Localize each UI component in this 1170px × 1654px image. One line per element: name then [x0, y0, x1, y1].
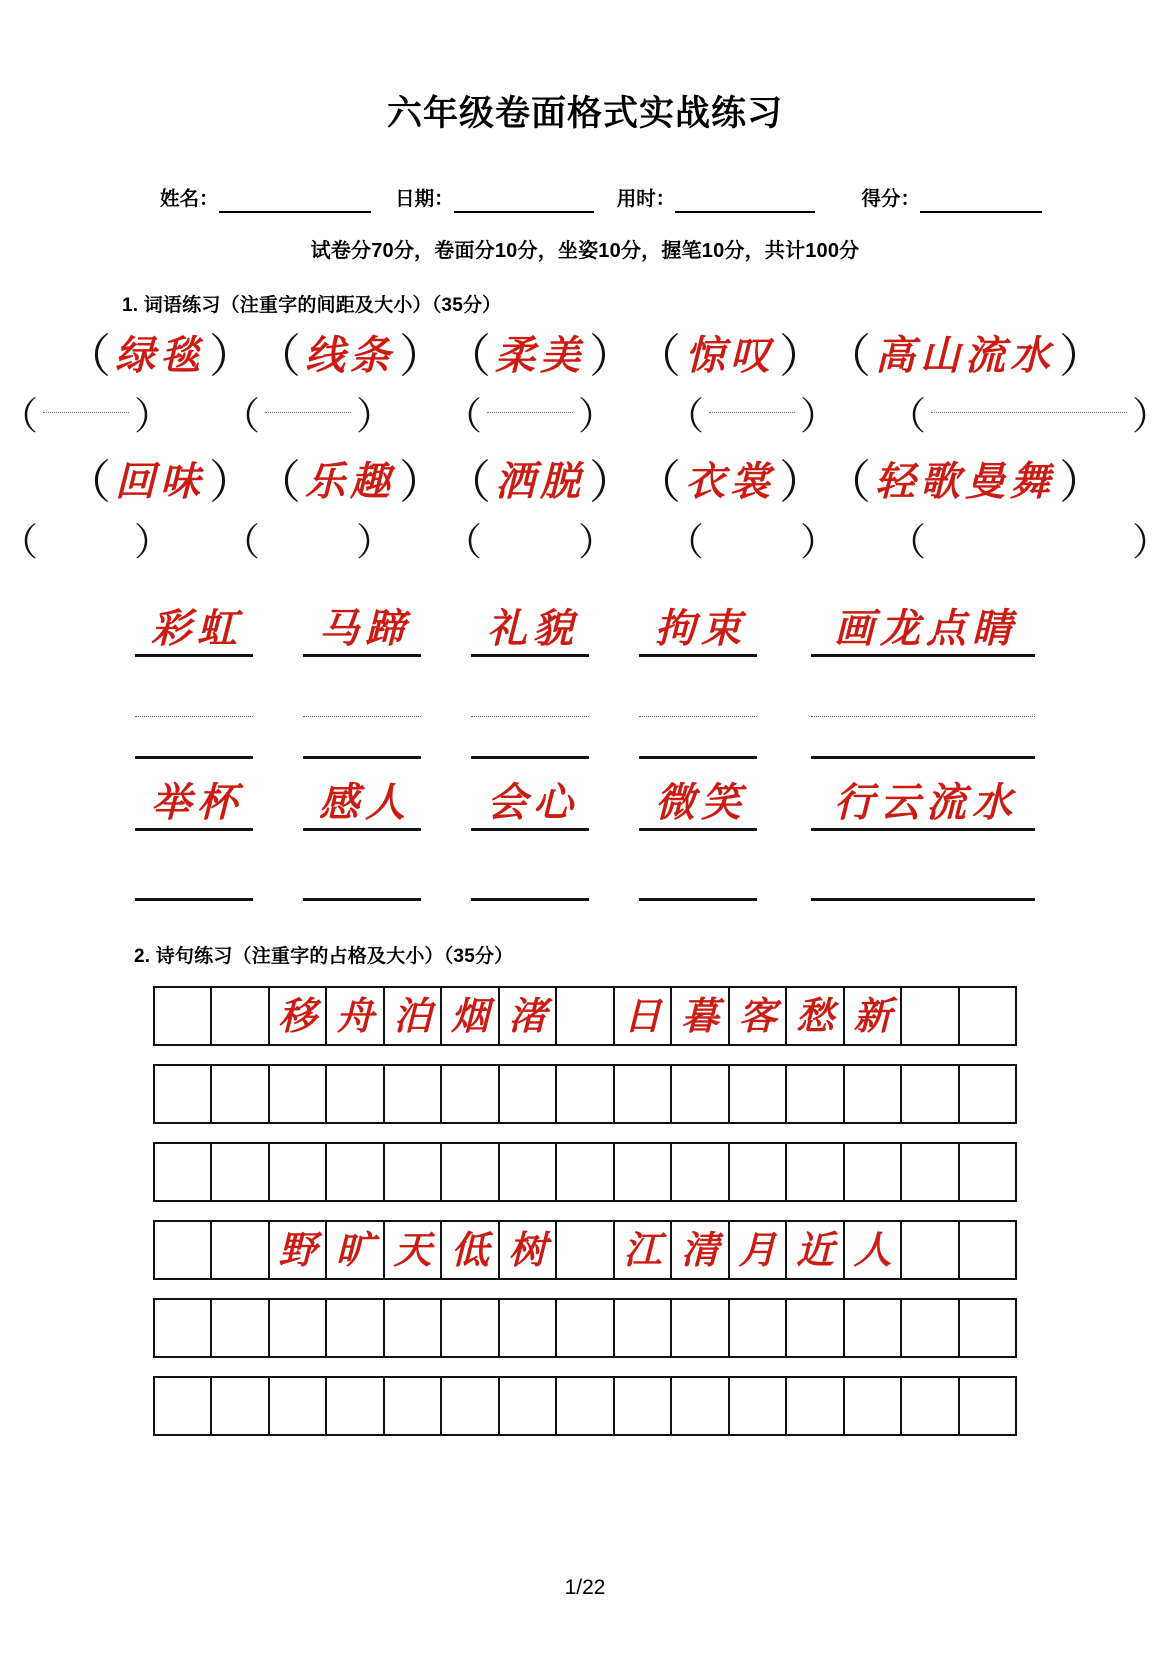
grid-cell-filled: 天 [385, 1222, 443, 1280]
answer-line[interactable] [811, 703, 1035, 759]
word-text: 轻歌曼舞 [875, 458, 1055, 505]
grid-cell-empty[interactable] [212, 1222, 270, 1280]
paren-row-blank-plain [0, 520, 1170, 564]
grid-cell-filled: 舟 [327, 988, 385, 1046]
word-cell [471, 605, 589, 657]
answer-line[interactable] [639, 703, 757, 759]
underline-row-blank-2 [0, 867, 1170, 901]
grid-cell-empty[interactable] [500, 1066, 558, 1124]
grid-cell-empty[interactable] [155, 1300, 213, 1358]
open-paren: （ [443, 394, 482, 438]
close-paren: ） [578, 520, 617, 564]
trace-dots [43, 411, 129, 413]
grid-cell-empty[interactable] [212, 1378, 270, 1436]
grid-cell-empty[interactable] [787, 1300, 845, 1358]
open-paren: （ [635, 455, 681, 509]
grid-cell-empty[interactable] [960, 988, 1018, 1046]
word-cell [811, 605, 1035, 657]
grid-cell-empty[interactable] [902, 1300, 960, 1358]
section-1-heading: 1. 词语练习（注重字的间距及大小）（35分） [122, 295, 502, 316]
duration-field[interactable] [617, 183, 816, 213]
underline-row-filled-1 [0, 605, 1170, 657]
grid-cell-empty[interactable] [327, 1144, 385, 1202]
word-text: 惊叹 [685, 332, 775, 379]
answer-line[interactable] [639, 867, 757, 901]
grid-cell-empty[interactable] [902, 988, 960, 1046]
grid-row [153, 1376, 1018, 1436]
grid-cell-empty[interactable] [442, 1378, 500, 1436]
answer-slot[interactable] [887, 520, 1170, 564]
score-field[interactable] [861, 183, 1042, 213]
open-paren: （ [65, 329, 111, 383]
word-group [825, 455, 1105, 509]
grid-cell-empty[interactable] [960, 1066, 1018, 1124]
underline-row-blank-1 [0, 703, 1170, 759]
grid-cell-empty[interactable] [557, 1300, 615, 1358]
page-title: 六年级卷面格式实战练习 [386, 94, 783, 133]
word-group [445, 455, 635, 509]
word-text: 礼貌 [487, 605, 579, 652]
word-practice-block [0, 329, 1170, 901]
grid-cell-empty[interactable] [672, 1066, 730, 1124]
open-paren: （ [665, 394, 704, 438]
answer-slot[interactable] [222, 520, 395, 564]
grid-cell-empty[interactable] [730, 1066, 788, 1124]
trace-dots [931, 411, 1127, 413]
close-paren: ） [799, 394, 838, 438]
open-paren: （ [255, 329, 301, 383]
grid-cell-empty[interactable] [212, 988, 270, 1046]
close-paren: ） [134, 520, 173, 564]
word-cell [135, 605, 253, 657]
date-field[interactable] [395, 183, 594, 213]
word-text: 举杯 [151, 778, 243, 826]
answer-slot[interactable] [887, 394, 1170, 438]
grid-row [153, 986, 1018, 1046]
grid-cell-empty[interactable] [787, 1066, 845, 1124]
open-paren: （ [635, 329, 681, 383]
answer-line[interactable] [303, 703, 421, 759]
grid-cell-filled: 客 [730, 988, 788, 1046]
name-field[interactable] [160, 183, 371, 213]
grid-cell-empty[interactable] [500, 1144, 558, 1202]
grid-cell-empty[interactable] [155, 1378, 213, 1436]
grid-row [153, 1220, 1018, 1280]
open-paren: （ [825, 329, 871, 383]
grid-cell-filled: 渚 [500, 988, 558, 1046]
open-paren: （ [0, 394, 39, 438]
grid-cell-filled: 旷 [327, 1222, 385, 1280]
grid-row [153, 1298, 1018, 1358]
grid-cell-filled: 月 [730, 1222, 788, 1280]
score-blank[interactable] [920, 185, 1042, 213]
grid-cell-empty[interactable] [902, 1222, 960, 1280]
grid-cell-empty[interactable] [212, 1066, 270, 1124]
blank-space [43, 538, 129, 539]
word-text: 彩虹 [151, 605, 243, 652]
grid-cell-empty[interactable] [155, 1066, 213, 1124]
open-paren: （ [222, 394, 261, 438]
trace-dots [265, 411, 351, 413]
word-text: 柔美 [495, 332, 585, 379]
blank-space [709, 538, 795, 539]
grid-cell-empty[interactable] [270, 1300, 328, 1358]
grid-cell-empty[interactable] [385, 1300, 443, 1358]
close-paren: ） [1059, 455, 1105, 509]
grid-cell-filled: 人 [845, 1222, 903, 1280]
grid-cell-empty[interactable] [442, 1144, 500, 1202]
trace-dots [303, 716, 421, 717]
answer-line[interactable] [811, 867, 1035, 901]
grid-cell-empty[interactable] [845, 1144, 903, 1202]
open-paren: （ [445, 455, 491, 509]
grid-cell-empty[interactable] [960, 1222, 1018, 1280]
grid-cell-filled: 江 [615, 1222, 673, 1280]
grid-cell-empty[interactable] [845, 1378, 903, 1436]
trace-dots [639, 716, 757, 717]
grid-cell-empty[interactable] [615, 1066, 673, 1124]
grid-cell-filled: 暮 [672, 988, 730, 1046]
answer-line[interactable] [135, 703, 253, 759]
answer-slot[interactable] [0, 520, 173, 564]
grid-cell-empty[interactable] [270, 1378, 328, 1436]
poem-grid [0, 986, 1170, 1436]
grid-cell-empty[interactable] [615, 1300, 673, 1358]
word-group [445, 329, 635, 383]
word-text: 画龙点睛 [834, 605, 1018, 652]
grid-cell-empty[interactable] [442, 1066, 500, 1124]
close-paren: ） [799, 520, 838, 564]
word-text: 感人 [319, 778, 411, 826]
grid-cell-empty[interactable] [155, 988, 213, 1046]
word-text: 线条 [305, 332, 395, 379]
answer-slot[interactable] [665, 520, 838, 564]
grid-cell-filled: 新 [845, 988, 903, 1046]
grid-cell-empty[interactable] [557, 988, 615, 1046]
trace-dots [811, 716, 1035, 717]
word-text: 会心 [487, 778, 579, 826]
grid-cell-empty[interactable] [442, 1300, 500, 1358]
grid-cell-empty[interactable] [212, 1300, 270, 1358]
close-paren: ） [399, 329, 445, 383]
close-paren: ） [1059, 329, 1105, 383]
grid-cell-empty[interactable] [730, 1300, 788, 1358]
grid-cell-empty[interactable] [500, 1300, 558, 1358]
grid-cell-filled: 日 [615, 988, 673, 1046]
answer-slot[interactable] [443, 520, 617, 564]
grid-cell-filled: 近 [787, 1222, 845, 1280]
date-label: 日期： [395, 188, 454, 210]
grid-cell-empty[interactable] [902, 1066, 960, 1124]
name-label: 姓名： [160, 188, 219, 210]
grid-cell-empty[interactable] [787, 1144, 845, 1202]
name-blank[interactable] [219, 185, 371, 213]
trace-dots [487, 411, 573, 413]
word-text: 衣裳 [685, 458, 775, 505]
open-paren: （ [665, 520, 704, 564]
grid-cell-filled: 野 [270, 1222, 328, 1280]
open-paren: （ [887, 520, 926, 564]
grid-cell-filled: 烟 [442, 988, 500, 1046]
word-group [825, 329, 1105, 383]
open-paren: （ [222, 520, 261, 564]
grid-cell-filled: 低 [442, 1222, 500, 1280]
grid-cell-filled: 树 [500, 1222, 558, 1280]
answer-line[interactable] [471, 703, 589, 759]
grid-row [153, 1064, 1018, 1124]
close-paren: ） [209, 329, 255, 383]
grid-cell-empty[interactable] [557, 1222, 615, 1280]
grid-cell-empty[interactable] [500, 1378, 558, 1436]
grid-cell-empty[interactable] [672, 1378, 730, 1436]
answer-slot[interactable] [443, 394, 617, 438]
page-footer: 1/22 [564, 1576, 606, 1599]
grid-cell-empty[interactable] [730, 1144, 788, 1202]
word-group [255, 455, 445, 509]
grid-cell-empty[interactable] [327, 1066, 385, 1124]
blank-space [265, 538, 351, 539]
open-paren: （ [65, 455, 111, 509]
grid-cell-empty[interactable] [845, 1066, 903, 1124]
close-paren: ） [209, 455, 255, 509]
grid-cell-empty[interactable] [672, 1144, 730, 1202]
close-paren: ） [779, 455, 825, 509]
close-paren: ） [399, 455, 445, 509]
grid-cell-empty[interactable] [327, 1300, 385, 1358]
grid-cell-empty[interactable] [787, 1378, 845, 1436]
score-label: 得分： [861, 188, 920, 210]
answer-slot[interactable] [665, 394, 838, 438]
answer-line[interactable] [471, 867, 589, 901]
answer-line[interactable] [303, 867, 421, 901]
word-text: 高山流水 [875, 332, 1055, 379]
word-group [635, 455, 825, 509]
grid-cell-empty[interactable] [385, 1144, 443, 1202]
grid-row [153, 1142, 1018, 1202]
word-text: 回味 [115, 458, 205, 505]
scoring-note: 试卷分70分，卷面分10分，坐姿10分，握笔10分，共计100分 [310, 240, 860, 262]
date-blank[interactable] [454, 185, 594, 213]
duration-label: 用时： [616, 188, 676, 210]
trace-dots [471, 716, 589, 717]
grid-cell-empty[interactable] [845, 1300, 903, 1358]
word-text: 洒脱 [495, 458, 585, 505]
grid-cell-empty[interactable] [730, 1378, 788, 1436]
grid-cell-filled: 愁 [787, 988, 845, 1046]
close-paren: ） [356, 394, 395, 438]
word-text: 微笑 [655, 778, 747, 826]
open-paren: （ [443, 520, 482, 564]
word-cell [639, 779, 757, 831]
student-info-row [0, 183, 1170, 213]
open-paren: （ [255, 455, 301, 509]
word-group [65, 455, 255, 509]
paren-row-filled-1 [0, 329, 1170, 383]
grid-cell-empty[interactable] [557, 1144, 615, 1202]
open-paren: （ [445, 329, 491, 383]
trace-dots [709, 411, 795, 413]
grid-cell-empty[interactable] [327, 1378, 385, 1436]
grid-cell-empty[interactable] [557, 1066, 615, 1124]
grid-cell-empty[interactable] [385, 1378, 443, 1436]
word-cell [811, 779, 1035, 831]
word-text: 绿毯 [115, 332, 205, 379]
word-group [635, 329, 825, 383]
answer-slot[interactable] [222, 394, 395, 438]
grid-cell-empty[interactable] [385, 1066, 443, 1124]
grid-cell-empty[interactable] [270, 1144, 328, 1202]
grid-cell-empty[interactable] [902, 1144, 960, 1202]
grid-cell-empty[interactable] [270, 1066, 328, 1124]
grid-cell-empty[interactable] [902, 1378, 960, 1436]
word-cell [471, 779, 589, 831]
paren-row-filled-2 [0, 455, 1170, 509]
word-cell [303, 605, 421, 657]
answer-line[interactable] [135, 867, 253, 901]
grid-cell-empty[interactable] [960, 1378, 1018, 1436]
grid-cell-empty[interactable] [960, 1144, 1018, 1202]
grid-cell-filled: 移 [270, 988, 328, 1046]
close-paren: ） [134, 394, 173, 438]
grid-cell-empty[interactable] [212, 1144, 270, 1202]
grid-cell-empty[interactable] [672, 1300, 730, 1358]
word-text: 乐趣 [305, 458, 395, 505]
word-group [65, 329, 255, 383]
blank-space [931, 538, 1127, 539]
paren-row-blank-dotted [0, 394, 1170, 438]
close-paren: ） [589, 455, 635, 509]
blank-space [487, 538, 573, 539]
open-paren: （ [0, 520, 39, 564]
word-text: 行云流水 [834, 778, 1018, 826]
trace-dots [135, 716, 253, 717]
close-paren: ） [1131, 520, 1170, 564]
close-paren: ） [779, 329, 825, 383]
word-text: 马蹄 [319, 605, 411, 652]
close-paren: ） [1131, 394, 1170, 438]
duration-blank[interactable] [675, 185, 815, 213]
close-paren: ） [356, 520, 395, 564]
open-paren: （ [825, 455, 871, 509]
answer-slot[interactable] [0, 394, 173, 438]
word-cell [135, 779, 253, 831]
grid-cell-filled: 泊 [385, 988, 443, 1046]
section-2-heading: 2. 诗句练习（注重字的占格及大小）（35分） [134, 945, 514, 967]
grid-cell-empty[interactable] [155, 1144, 213, 1202]
grid-cell-empty[interactable] [557, 1378, 615, 1436]
word-cell [639, 605, 757, 657]
grid-cell-filled: 清 [672, 1222, 730, 1280]
word-text: 拘束 [655, 605, 747, 652]
grid-cell-empty[interactable] [960, 1300, 1018, 1358]
close-paren: ） [589, 329, 635, 383]
grid-cell-empty[interactable] [615, 1144, 673, 1202]
open-paren: （ [887, 394, 926, 438]
word-cell [303, 779, 421, 831]
word-group [255, 329, 445, 383]
grid-cell-empty[interactable] [155, 1222, 213, 1280]
grid-cell-empty[interactable] [615, 1378, 673, 1436]
underline-row-filled-2 [0, 779, 1170, 831]
close-paren: ） [578, 394, 617, 438]
